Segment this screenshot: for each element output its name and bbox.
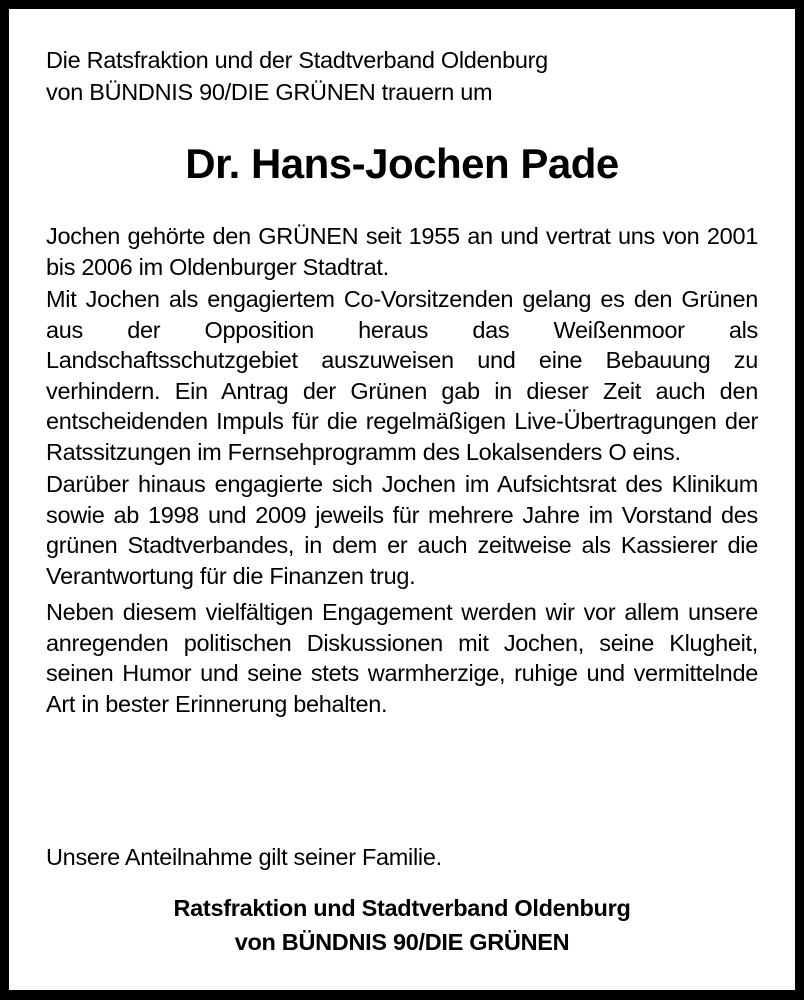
signature-line-1: Ratsfraktion und Stadtverband Oldenburg	[173, 895, 631, 921]
intro-line-1: Die Ratsfraktion und der Stadtverband Oldenburg	[46, 47, 548, 73]
paragraph-membership: Jochen gehörte den GRÜNEN seit 1955 an und vertrat uns von 2001 bis 2006 im Oldenburger Stadtrat.	[46, 223, 758, 280]
paragraph-achievements: Mit Jochen als engagiertem Co-Vorsitzenden gelang es den Grünen aus der Opposition heraus das Weißenmoor als Landschaftsschutzgebiet auszuweisen und eine Bebauung zu verhindern. Ein Antrag der Grünen gab in dieser Zeit auch den entscheidenden Impuls für die regelmäßigen Live-Übertragungen der Ratssitzungen im Fernsehprogramm des Lokalsenders O eins.	[46, 286, 758, 465]
paragraph-remembrance: Neben diesem vielfältigen Engagement werden wir vor allem unsere anregenden politischen Diskussionen mit Jochen, seine Klugheit, seinen Humor und seine stets warmherzige, ruhige und vermittelnde Art in bester Erinnerung behalten.	[46, 599, 758, 717]
paragraph-engagement: Darüber hinaus engagierte sich Jochen im Aufsichtsrat des Klinikum sowie ab 1998 und 2009 jeweils für mehrere Jahre im Vorstand des grünen Stadtverbandes, in dem er auch zeitweise als Kassierer die Verantwortung für die Finanzen trug.	[46, 471, 758, 589]
body-text	[46, 221, 758, 721]
intro-line-2: von BÜNDNIS 90/DIE GRÜNEN trauern um	[46, 79, 493, 105]
signature	[9, 891, 795, 959]
condolence-text: Unsere Anteilnahme gilt seiner Familie.	[46, 844, 442, 870]
deceased-name: Dr. Hans-Jochen Pade	[185, 140, 619, 187]
obituary-notice	[9, 9, 795, 990]
signature-line-2: von BÜNDNIS 90/DIE GRÜNEN	[234, 929, 570, 955]
intro-text	[46, 44, 758, 108]
